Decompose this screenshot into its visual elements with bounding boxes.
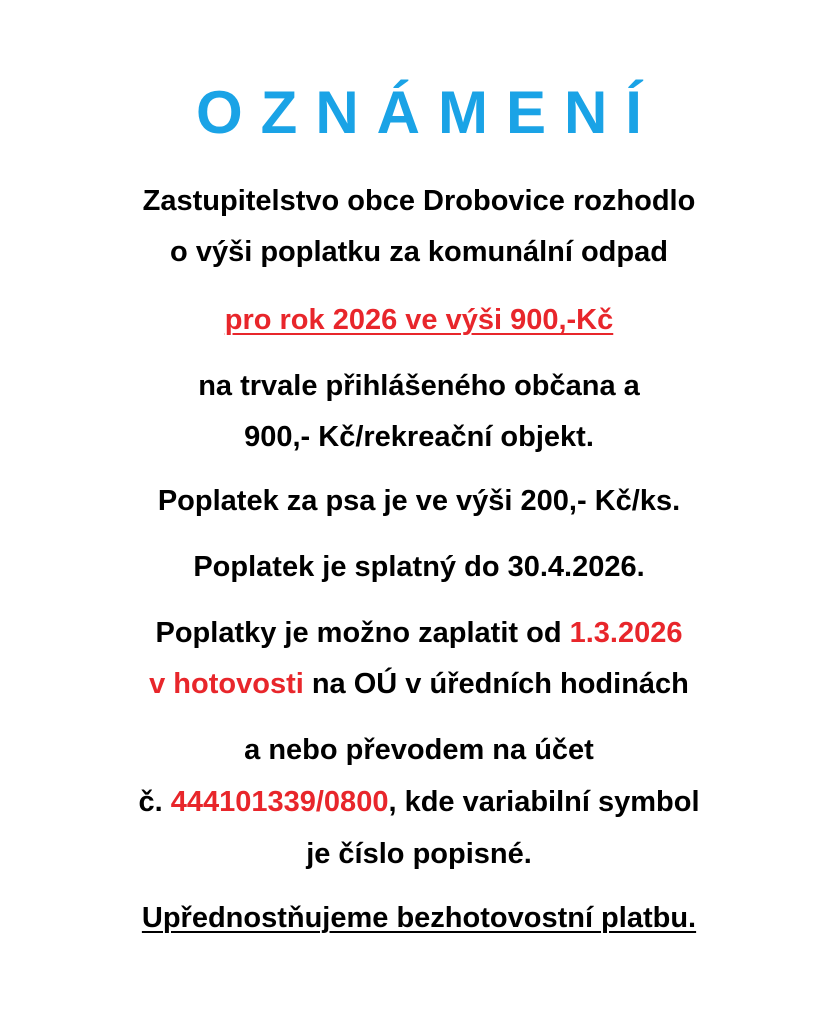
cash-payment-highlight: v hotovosti [149,668,304,700]
text-line-due-date: Poplatek je splatný do 30.4.2026. [193,551,645,583]
fee-amount-highlight: pro rok 2026 ve výši 900,-Kč [224,304,614,336]
account-suffix: , kde variabilní symbol [388,786,700,818]
payment-start-date: 1.3.2026 [569,617,683,649]
text-line-fee-subject: o výši poplatku za komunální odpad [170,236,668,268]
cash-payment-text: na OÚ v úředních hodinách [303,668,689,700]
account-prefix: č. [138,786,171,818]
text-line-bank-transfer: a nebo převodem na účet [244,734,594,766]
text-line-variable-symbol: je číslo popisné. [306,838,532,870]
text-line-per-citizen: na trvale přihlášeného občana a [198,370,640,402]
text-line-council-decision: Zastupitelstvo obce Drobovice rozhodlo [142,185,696,217]
text-line-payment-start [0,615,838,651]
payment-start-text: Poplatky je možno zaplatit od [155,617,570,649]
announcement-title: OZNÁMENÍ [196,79,660,146]
text-line-preference [0,900,838,936]
fee-amount-line [0,302,838,338]
text-line-per-recreational-object: 900,- Kč/rekreační objekt. [244,421,594,453]
text-line-dog-fee: Poplatek za psa je ve výši 200,- Kč/ks. [157,485,681,517]
preference-underlined: Upřednostňujeme bezhotovostní platbu. [141,902,697,934]
text-line-cash-payment [0,666,838,702]
account-number: 444101339/0800 [170,786,389,818]
text-line-account-number [0,784,838,820]
